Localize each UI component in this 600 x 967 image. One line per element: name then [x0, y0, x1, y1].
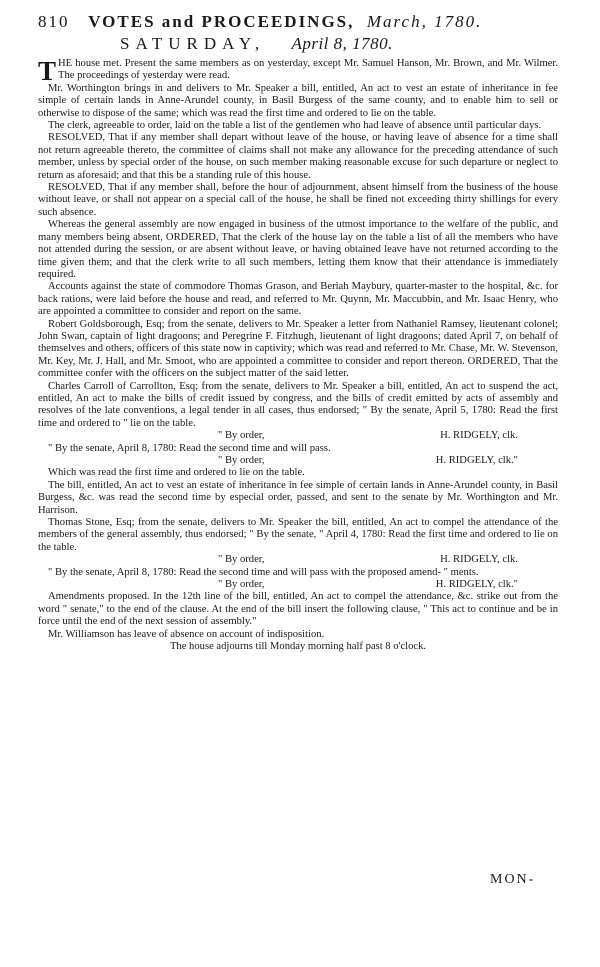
- by-order: " By order,: [218, 455, 265, 466]
- clerk-signature: H. RIDGELY, clk.": [435, 455, 518, 466]
- page-header: [38, 12, 558, 32]
- header-date: March, 1780.: [366, 12, 483, 31]
- paragraph: Robert Goldsborough, Esq; from the senate, delivers to Mr. Speaker a letter from Nathaniel Ramsey, lieutenant colonel; John Swan, captain of light dragoons; and Peregrine F. Fitzhugh, lieutenant of light dragoons; dated April 7, on behalf of themselves and others, officers of this state now in captivity; which was read and referred to Mr. Chase, Mr. W. Stevenson, Mr. Key, Mr. J. Hall, and Mr. Smoot, who are appointed a committee to consider and report thereon. ORDERED, That the committee confer with the officers on the subject matter of the said letter.: [38, 318, 558, 380]
- signature-block: [38, 554, 558, 566]
- clerk-signature: H. RIDGELY, clk.": [435, 579, 518, 591]
- paragraph: Mr. Williamson has leave of absence on account of indisposition.: [48, 628, 325, 640]
- day-date: April 8, 1780.: [291, 34, 393, 53]
- paragraph: Which was read the first time and ordered to lie on the table.: [48, 467, 305, 479]
- paragraph: RESOLVED, That if any member shall, before the hour of adjournment, absent himself from the business of the house without leave, or shall not appear on a special call of the house, he shall be fined not exceeding thirty shillings for every such absence.: [38, 182, 558, 218]
- by-order: " By order,: [218, 579, 265, 591]
- endorsement: " By the senate, April 8, 1780: Read the second time and will pass with the proposed amend- " ments.: [48, 566, 479, 578]
- day-heading: [120, 34, 520, 54]
- paragraph: Amendments proposed. In the 12th line of the bill, entitled, An act to compel the attendance, &c. strike out from the word " senate," to the end of the clause. At the end of the bill insert the following clause, " This act to continue and be in force until the end of the next session of assembly.": [38, 591, 558, 628]
- journal-body: [38, 58, 558, 654]
- signature-block: [38, 455, 558, 467]
- paragraph: Mr. Worthington brings in and delivers to Mr. Speaker a bill, entitled, An act to vest an estate of inheritance in fee simple of certain lands in Anne-Arundel county, in Basil Burgess of the same county, and to enable him to sell or otherwise to dispose of the same; which was read the first time and ordered to lie on the table.: [38, 82, 558, 119]
- paragraph: The clerk, agreeable to order, laid on the table a list of the gentlemen who had leave of absence until particular days.: [48, 120, 542, 132]
- signature-block: [38, 579, 558, 591]
- by-order: " By order,: [218, 554, 265, 566]
- paragraph: Accounts against the state of commodore Thomas Grason, and Beriah Maybury, quarter-master to the hospital, &c. for back rations, were laid before the house and read, and referred to Mr. Quynn, Mr. Maccubbin, and Mr. Isaac Henry, who are appointed a committee to consider and report on the same.: [38, 281, 558, 318]
- clerk-signature: H. RIDGELY, clk.: [440, 554, 518, 566]
- clerk-signature: H. RIDGELY, clk.: [440, 430, 518, 442]
- day-name: SATURDAY,: [120, 34, 266, 53]
- paragraph: Thomas Stone, Esq; from the senate, delivers to Mr. Speaker the bill, entitled, An act to compel the attendance of the members of the general assembly, thus endorsed; " By the senate, " April 4, 1780: Read the first time and ordered to lie on the table.: [38, 517, 558, 553]
- paragraph: Charles Carroll of Carrollton, Esq; from the senate, delivers to Mr. Speaker a bill, entitled, An act to suspend the act, entitled, An act to make the bills of credit issued by congress, and the bills of credit emitted by acts of assembly and resolves of the late conventions, a legal tender in all cases, thus endorsed; " By the senate, April 5, 1780: Read the first time and ordered to " lie on the table.: [38, 380, 558, 429]
- page-number: 810: [38, 12, 70, 31]
- paragraph-opening: THE house met. Present the same members as on yesterday, except Mr. Samuel Hanson, Mr. Brown, and Mr. Wilmer. The proceedings of yesterday were read.: [38, 56, 558, 86]
- signature-block: [38, 430, 558, 442]
- paragraph: Whereas the general assembly are now engaged in business of the utmost importance to the welfare of the public, and many members being absent, ORDERED, That the clerk of the house lay on the table a list of all the members who have not attended during the session, or are absent without leave, or having obtained leave have not returned according to the time given them; and that the clerk write to all such members, letting them know that their attendance is immediately required.: [38, 219, 558, 280]
- endorsement: " By the senate, April 8, 1780: Read the second time and will pass.: [48, 442, 331, 454]
- drop-cap: T: [38, 56, 57, 86]
- paragraph: The bill, entitled, An act to vest an estate of inheritance in fee simple of certain lands in Anne-Arundel county, in Basil Burgess, &c. was read the second time by especial order, passed, and sent to the senate by Mr. Worthington and Mr. Harrison.: [38, 479, 558, 516]
- adjournment: The house adjourns till Monday morning half past 8 o'clock.: [169, 641, 427, 653]
- paragraph: RESOLVED, That if any member shall depart without leave of the house, or having leave of absence for a time shall not return agreeable thereto, the committee of claims shall not make any allowance for the preceding attendance of such member, unless by special order of the house, on such member making reasonable excuse for such departure or neglect to return as aforesaid; and that this be a standing rule of this house.: [38, 132, 558, 181]
- running-title: VOTES and PROCEEDINGS,: [88, 12, 355, 31]
- catchword: MON-: [490, 872, 536, 887]
- by-order: " By order,: [218, 430, 265, 442]
